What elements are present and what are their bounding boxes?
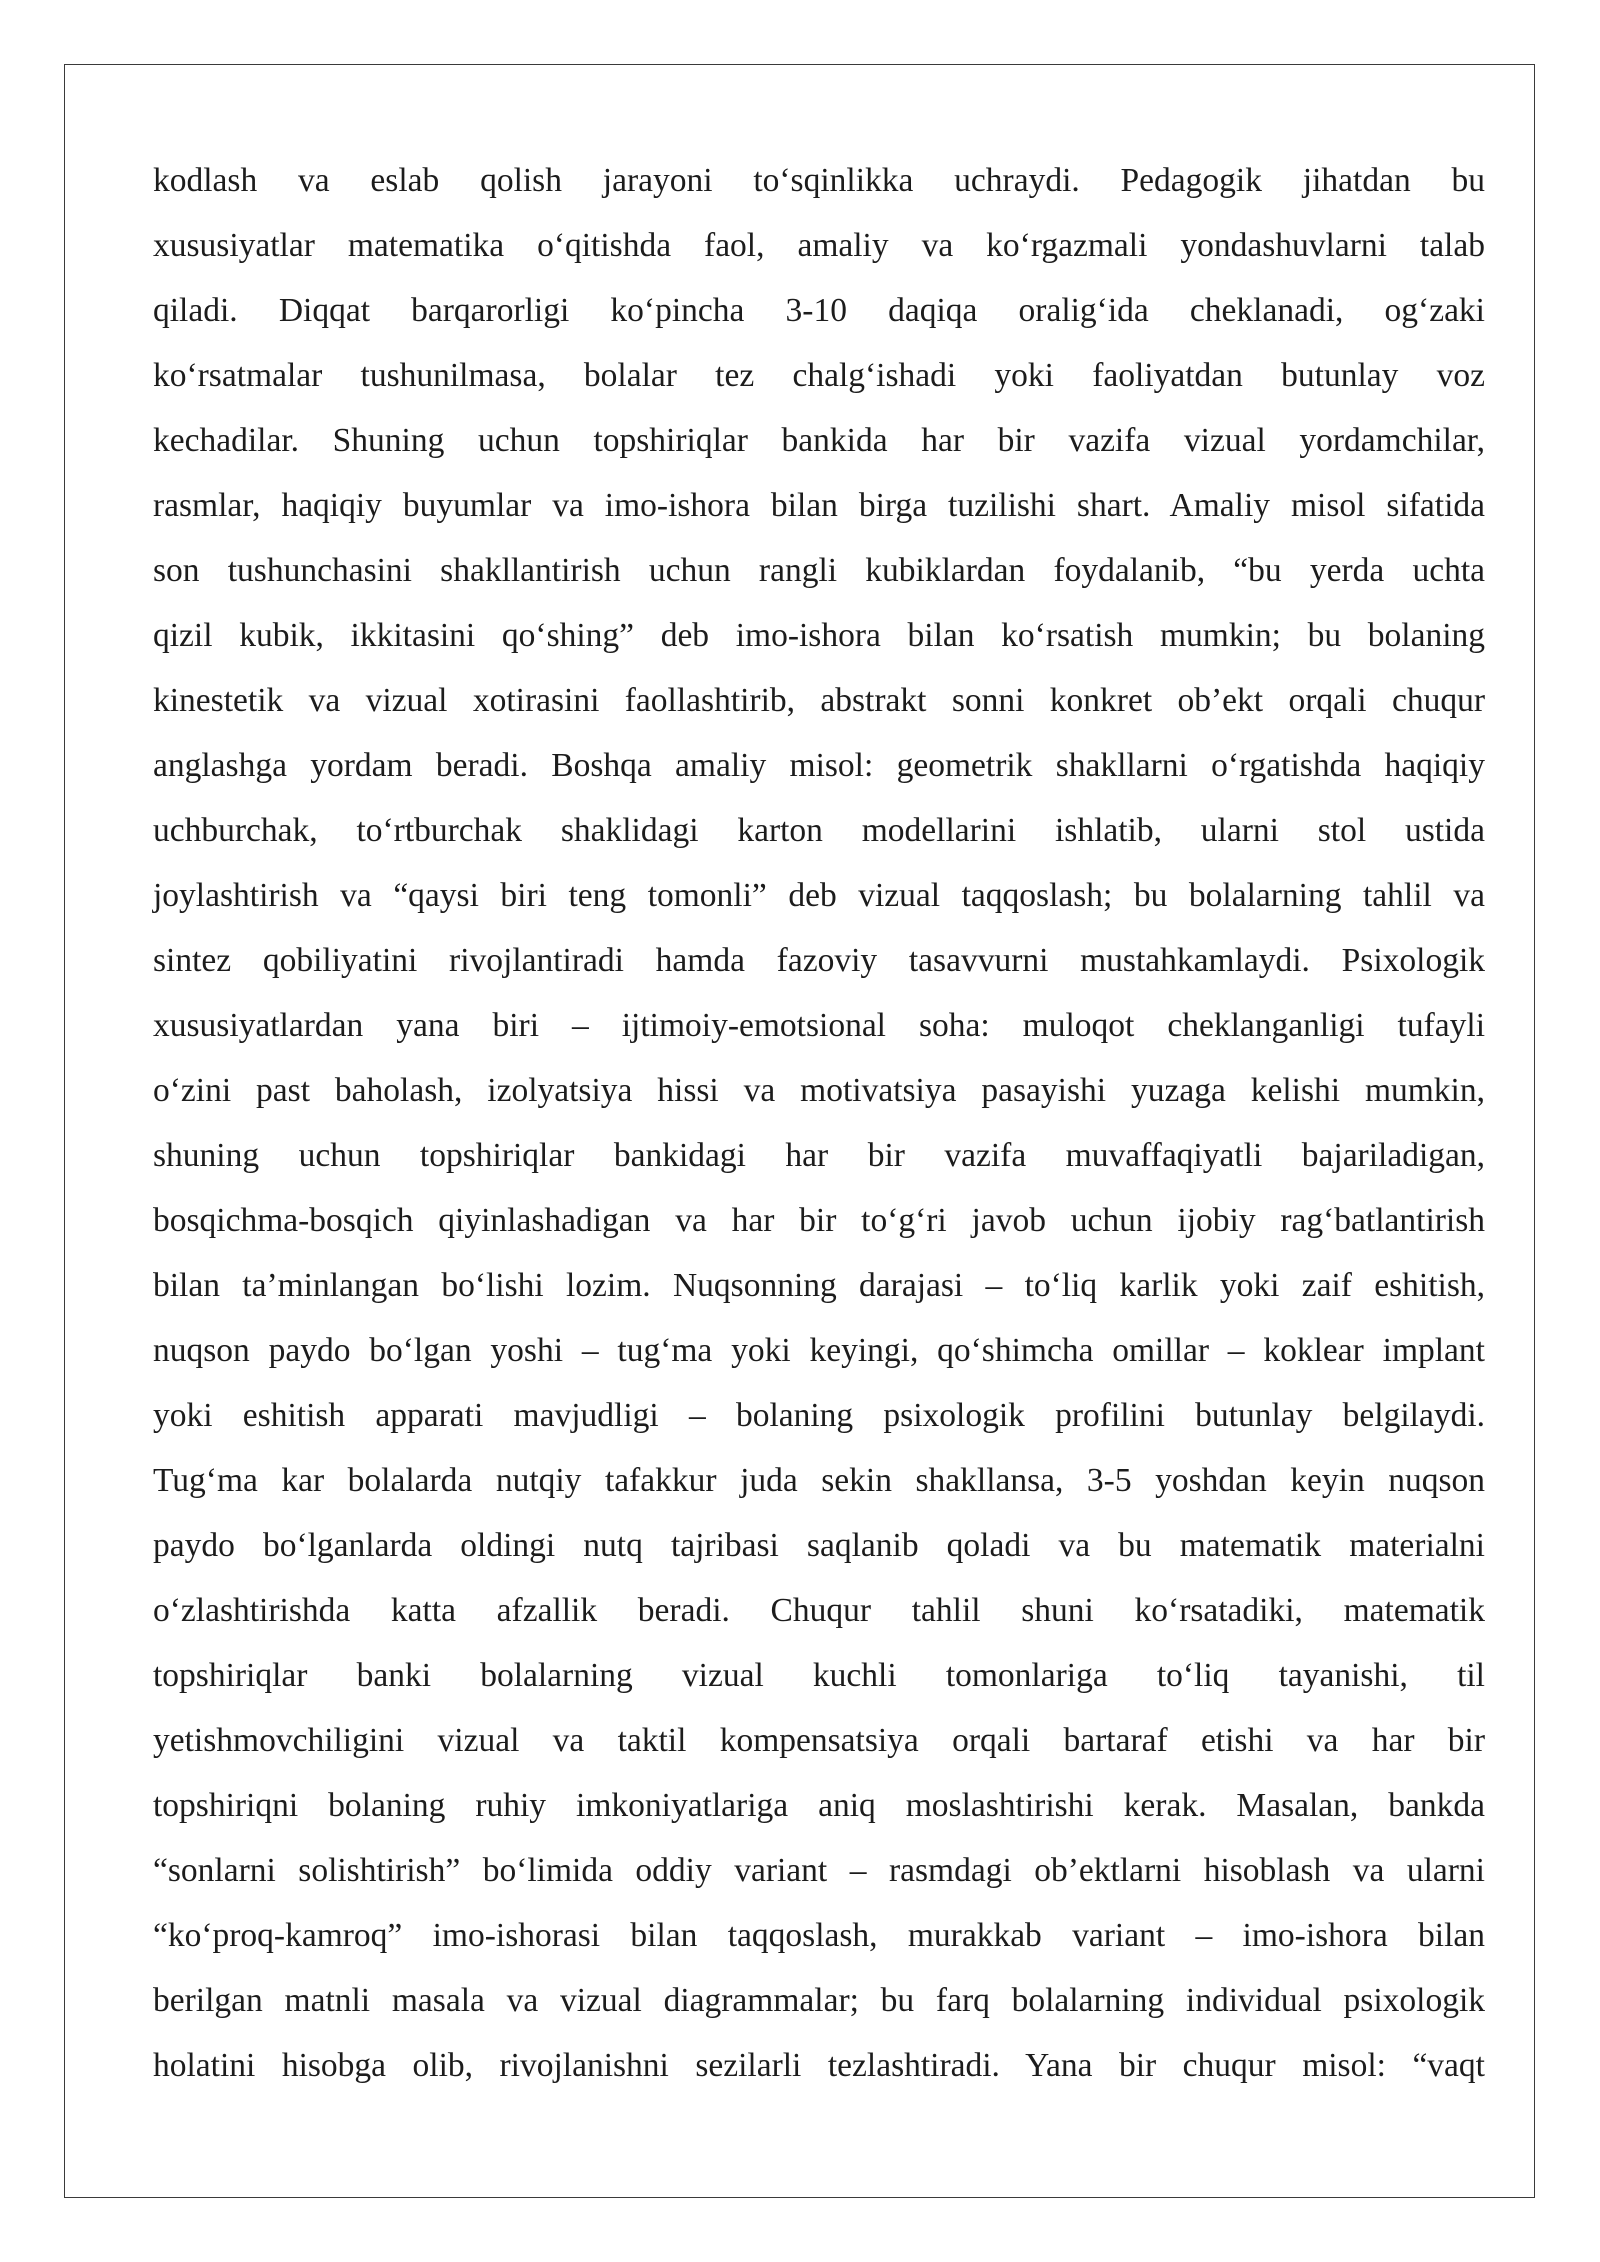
text-line: “sonlarni solishtirish” bo‘limida oddiy variant – rasmdagi ob’ektlarni hisoblash va ularni <box>153 1852 1485 1889</box>
text-line: bosqichma-bosqich qiyinlashadigan va har bir to‘g‘ri javob uchun ijobiy rag‘batlantirish <box>153 1202 1485 1239</box>
text-line: kechadilar. Shuning uchun topshiriqlar bankida har bir vazifa vizual yordamchilar, <box>153 422 1485 459</box>
text-line: topshiriqni bolaning ruhiy imkoniyatlariga aniq moslashtirishi kerak. Masalan, bankda <box>153 1787 1485 1824</box>
text-line: yetishmovchiligini vizual va taktil kompensatsiya orqali bartaraf etishi va har bir <box>153 1722 1485 1759</box>
text-line: kodlash va eslab qolish jarayoni to‘sqinlikka uchraydi. Pedagogik jihatdan bu <box>153 162 1485 199</box>
text-line: o‘zini past baholash, izolyatsiya hissi va motivatsiya pasayishi yuzaga kelishi mumkin, <box>153 1072 1485 1109</box>
text-line: joylashtirish va “qaysi biri teng tomonli” deb vizual taqqoslash; bu bolalarning tahlil va <box>153 877 1485 914</box>
text-line: shuning uchun topshiriqlar bankidagi har bir vazifa muvaffaqiyatli bajariladigan, <box>153 1137 1485 1174</box>
text-line: bilan ta’minlangan bo‘lishi lozim. Nuqsonning darajasi – to‘liq karlik yoki zaif eshitish, <box>153 1267 1485 1304</box>
text-line: nuqson paydo bo‘lgan yoshi – tug‘ma yoki keyingi, qo‘shimcha omillar – koklear implant <box>153 1332 1485 1369</box>
text-line: “ko‘proq-kamroq” imo-ishorasi bilan taqqoslash, murakkab variant – imo-ishora bilan <box>153 1917 1485 1954</box>
text-line: topshiriqlar banki bolalarning vizual kuchli tomonlariga to‘liq tayanishi, til <box>153 1657 1485 1694</box>
text-line: rasmlar, haqiqiy buyumlar va imo-ishora bilan birga tuzilishi shart. Amaliy misol sifatida <box>153 487 1485 524</box>
text-line: son tushunchasini shakllantirish uchun rangli kubiklardan foydalanib, “bu yerda uchta <box>153 552 1485 589</box>
text-line: Tug‘ma kar bolalarda nutqiy tafakkur juda sekin shakllansa, 3-5 yoshdan keyin nuqson <box>153 1462 1485 1499</box>
text-line: o‘zlashtirishda katta afzallik beradi. Chuqur tahlil shuni ko‘rsatadiki, matematik <box>153 1592 1485 1629</box>
body-paragraph <box>153 148 1485 2098</box>
text-line: paydo bo‘lganlarda oldingi nutq tajribasi saqlanib qoladi va bu matematik materialni <box>153 1527 1485 1564</box>
text-line: yoki eshitish apparati mavjudligi – bolaning psixologik profilini butunlay belgilaydi. <box>153 1397 1485 1434</box>
text-line: kinestetik va vizual xotirasini faollashtirib, abstrakt sonni konkret ob’ekt orqali chuqur <box>153 682 1485 719</box>
text-line: holatini hisobga olib, rivojlanishni sezilarli tezlashtiradi. Yana bir chuqur misol: “vaqt <box>153 2047 1485 2084</box>
text-line: sintez qobiliyatini rivojlantiradi hamda fazoviy tasavvurni mustahkamlaydi. Psixologik <box>153 942 1485 979</box>
text-line: qizil kubik, ikkitasini qo‘shing” deb imo-ishora bilan ko‘rsatish mumkin; bu bolaning <box>153 617 1485 654</box>
text-line: xususiyatlardan yana biri – ijtimoiy-emotsional soha: muloqot cheklanganligi tufayli <box>153 1007 1485 1044</box>
text-line: berilgan matnli masala va vizual diagrammalar; bu farq bolalarning individual psixologik <box>153 1982 1485 2019</box>
text-line: ko‘rsatmalar tushunilmasa, bolalar tez chalg‘ishadi yoki faoliyatdan butunlay voz <box>153 357 1485 394</box>
text-line: uchburchak, to‘rtburchak shaklidagi karton modellarini ishlatib, ularni stol ustida <box>153 812 1485 849</box>
text-line: xususiyatlar matematika o‘qitishda faol, amaliy va ko‘rgazmali yondashuvlarni talab <box>153 227 1485 264</box>
text-line: qiladi. Diqqat barqarorligi ko‘pincha 3-10 daqiqa oralig‘ida cheklanadi, og‘zaki <box>153 292 1485 329</box>
text-line: anglashga yordam beradi. Boshqa amaliy misol: geometrik shakllarni o‘rgatishda haqiqiy <box>153 747 1485 784</box>
